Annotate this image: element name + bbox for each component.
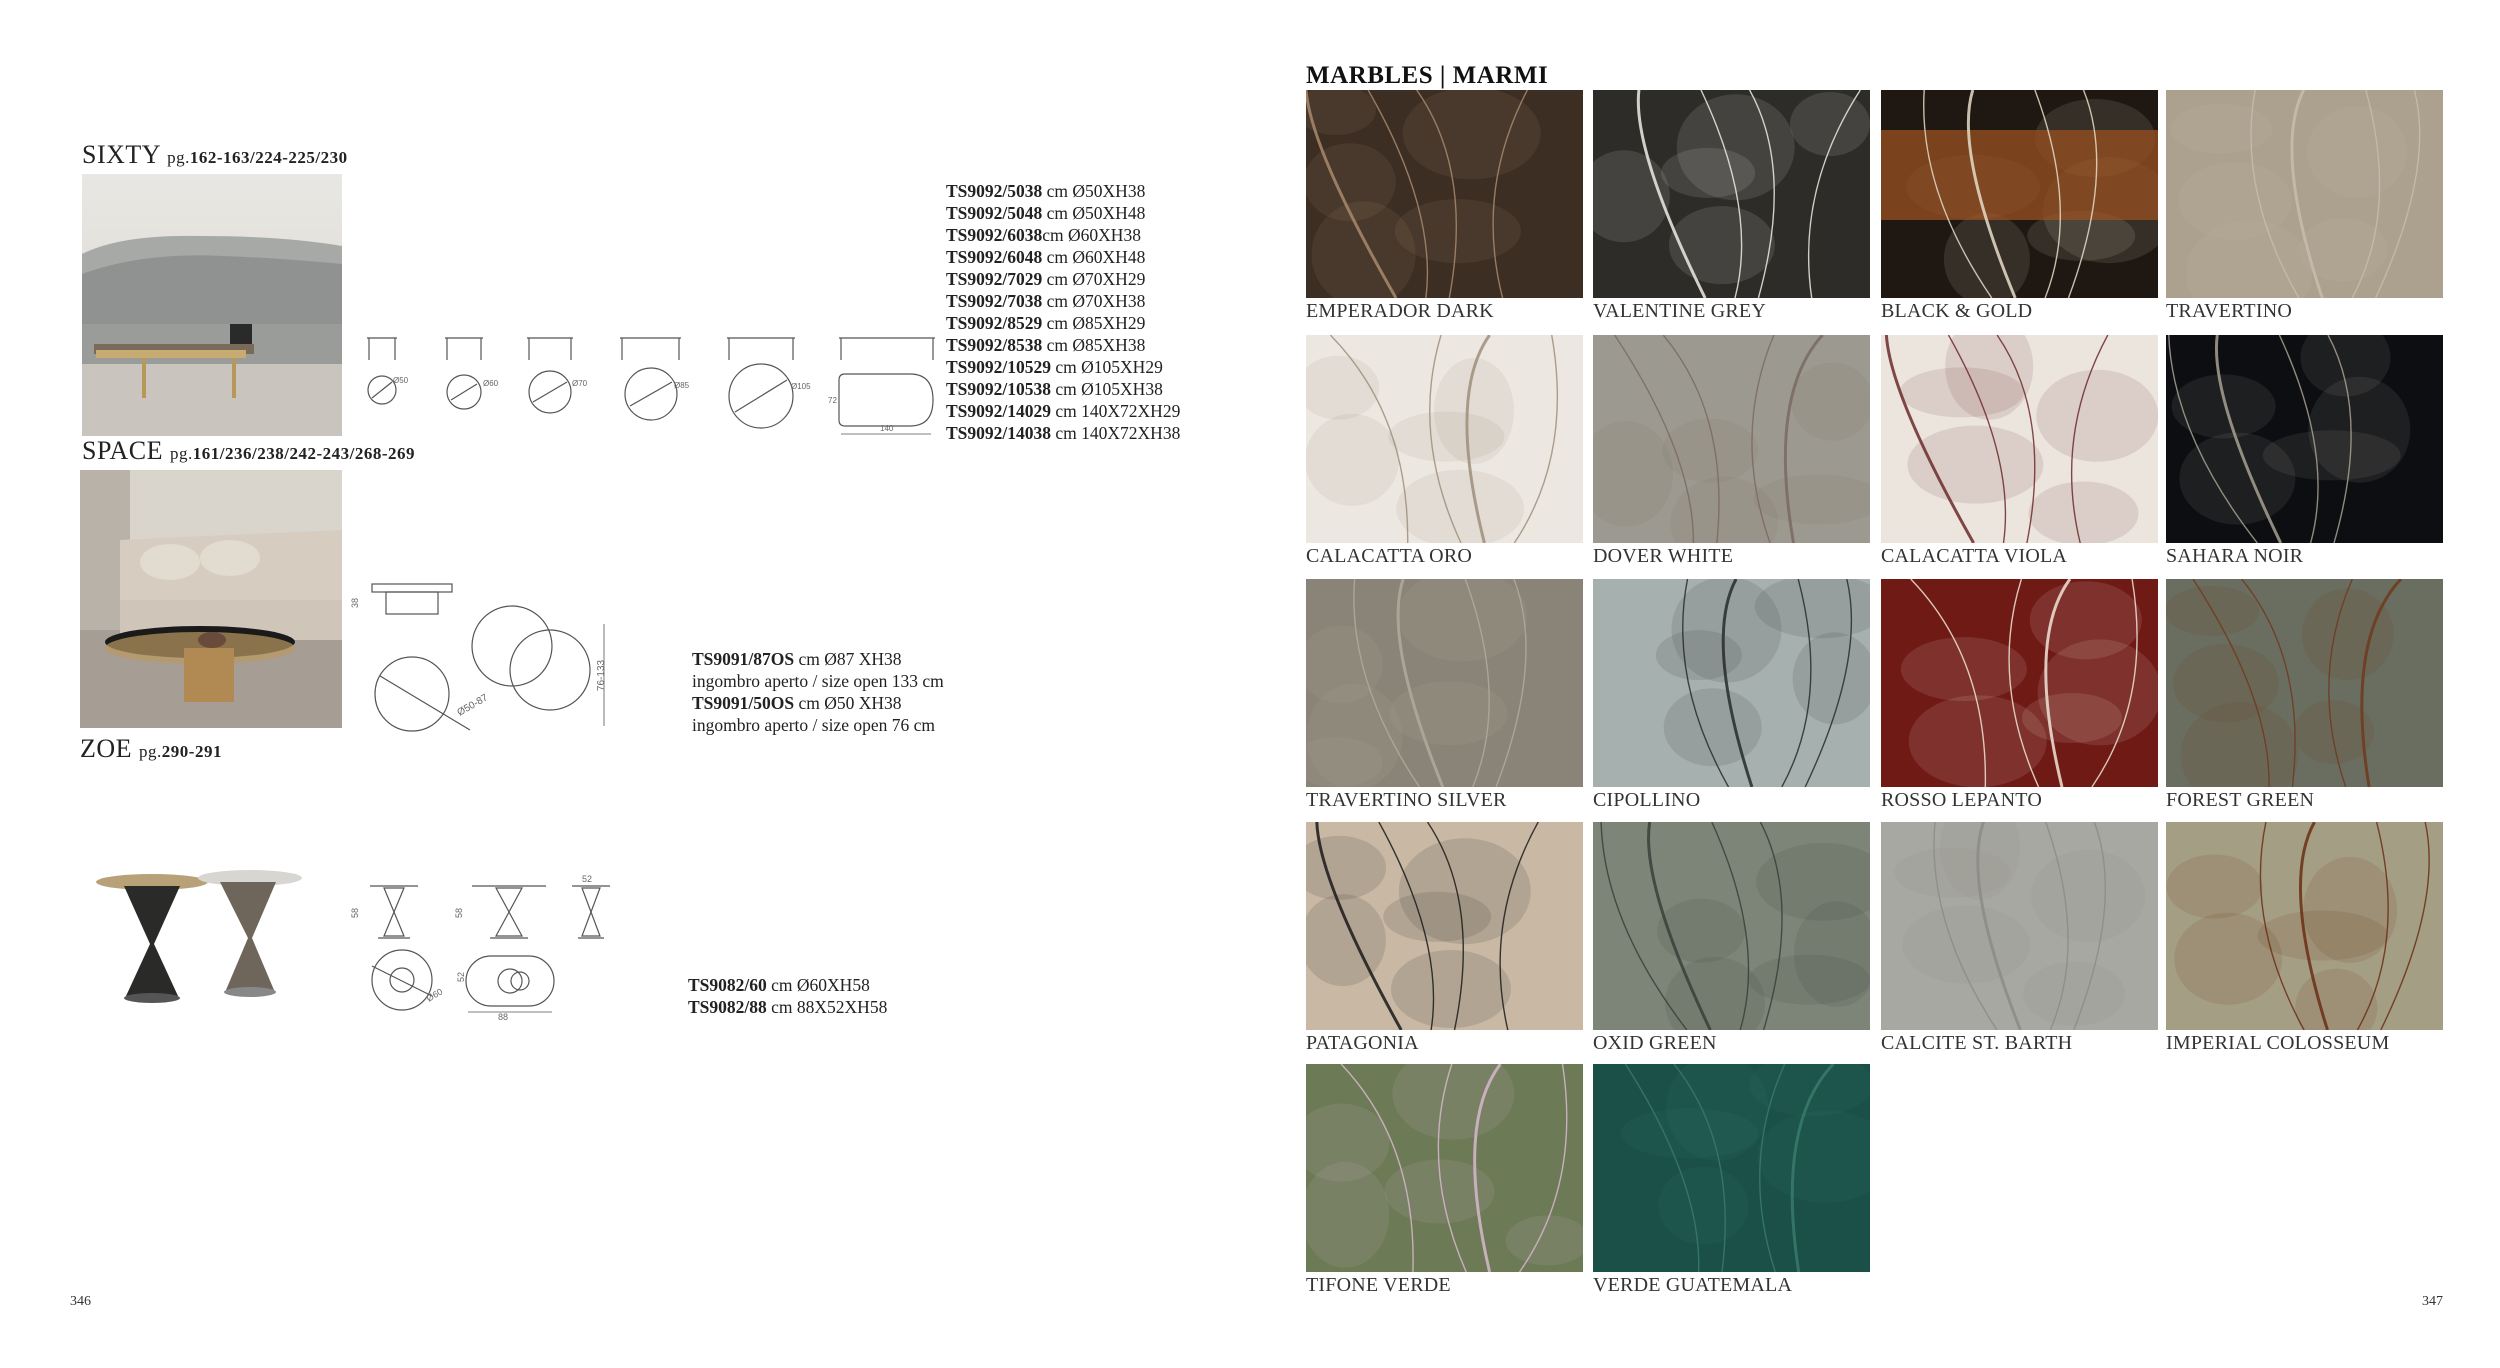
zoe-photo bbox=[80, 866, 320, 1011]
marble-name-label: VERDE GUATEMALA bbox=[1593, 1274, 1793, 1296]
spec-line: TS9082/88 cm 88X52XH58 bbox=[688, 997, 888, 1017]
product-name: SPACE bbox=[82, 436, 164, 465]
marble-swatch bbox=[1593, 90, 1870, 298]
elevation-85 bbox=[620, 338, 681, 360]
marble-name-label: IMPERIAL COLOSSEUM bbox=[2166, 1032, 2390, 1054]
dim-label: 140 bbox=[880, 424, 894, 433]
marble-swatch bbox=[2166, 822, 2443, 1030]
space-technical-drawings bbox=[360, 570, 630, 745]
spec-line: TS9092/6048 cm Ø60XH48 bbox=[946, 247, 1146, 267]
marble-name-label: TIFONE VERDE bbox=[1306, 1274, 1451, 1296]
product-name: SIXTY bbox=[82, 140, 161, 169]
spec-line: TS9092/14038 cm 140X72XH38 bbox=[946, 423, 1181, 443]
marble-name-label: DOVER WHITE bbox=[1593, 545, 1734, 567]
elevation-60 bbox=[445, 338, 483, 360]
marble-swatch bbox=[1306, 579, 1583, 787]
marble-name-label: CALACATTA VIOLA bbox=[1881, 545, 2068, 567]
spec-line: TS9092/7038 cm Ø70XH38 bbox=[946, 291, 1146, 311]
dim-label: 52 bbox=[582, 874, 593, 884]
dim-label: 52 bbox=[456, 971, 467, 983]
elevation-50 bbox=[367, 338, 397, 360]
spec-line: TS9091/87OS cm Ø87 XH38 bbox=[692, 649, 902, 669]
marble-name-label: EMPERADOR DARK bbox=[1306, 300, 1494, 322]
page-ref: pg.162-163/224-225/230 bbox=[167, 148, 348, 167]
dim-label: 76-133 bbox=[596, 659, 608, 692]
marble-name-label: CIPOLLINO bbox=[1593, 789, 1701, 811]
marble-name-label: ROSSO LEPANTO bbox=[1881, 789, 2042, 811]
spec-line: ingombro aperto / size open 133 cm bbox=[692, 671, 944, 691]
space-photo bbox=[80, 470, 342, 728]
spec-line: TS9092/8538 cm Ø85XH38 bbox=[946, 335, 1146, 355]
spec-line: TS9092/8529 cm Ø85XH29 bbox=[946, 313, 1146, 333]
product-name: ZOE bbox=[80, 734, 133, 763]
dim-label: Ø85 bbox=[674, 381, 690, 390]
product-title-sixty bbox=[82, 140, 348, 170]
marble-name-label: CALCITE ST. BARTH bbox=[1881, 1032, 2073, 1054]
spec-line: TS9092/5038 cm Ø50XH38 bbox=[946, 181, 1146, 201]
page-number-right: 347 bbox=[2422, 1294, 2443, 1309]
dim-label: Ø60 bbox=[424, 986, 445, 1004]
spec-line: TS9092/7029 cm Ø70XH29 bbox=[946, 269, 1146, 289]
marble-swatch bbox=[1593, 822, 1870, 1030]
marble-name-label: OXID GREEN bbox=[1593, 1032, 1717, 1054]
elevation-105 bbox=[727, 338, 795, 360]
spec-line: ingombro aperto / size open 76 cm bbox=[692, 715, 935, 735]
dim-label: Ø50-87 bbox=[455, 692, 490, 719]
marble-swatch bbox=[1593, 579, 1870, 787]
sixty-spec-list bbox=[946, 180, 1180, 444]
marble-swatch bbox=[1306, 90, 1583, 298]
spec-line: TS9092/10529 cm Ø105XH29 bbox=[946, 357, 1163, 377]
marble-swatch bbox=[1881, 822, 2158, 1030]
spec-line: TS9092/10538 cm Ø105XH38 bbox=[946, 379, 1163, 399]
marble-swatch bbox=[1881, 579, 2158, 787]
zoe-spec-list bbox=[688, 974, 887, 1018]
spec-line: TS9092/14029 cm 140X72XH29 bbox=[946, 401, 1181, 421]
page-number-left: 346 bbox=[70, 1294, 91, 1309]
marble-swatch bbox=[2166, 335, 2443, 543]
marble-swatch bbox=[2166, 579, 2443, 787]
page-ref: pg.290-291 bbox=[139, 742, 222, 761]
marble-swatch bbox=[1881, 335, 2158, 543]
marble-name-label: FOREST GREEN bbox=[2166, 789, 2315, 811]
product-title-zoe bbox=[80, 734, 222, 764]
marble-swatch bbox=[1306, 335, 1583, 543]
marble-name-label: CALACATTA ORO bbox=[1306, 545, 1473, 567]
marble-swatch bbox=[1306, 1064, 1583, 1272]
spec-line: TS9091/50OS cm Ø50 XH38 bbox=[692, 693, 902, 713]
dim-label: 88 bbox=[498, 1012, 509, 1022]
dim-label: 38 bbox=[350, 597, 361, 609]
marble-name-label: VALENTINE GREY bbox=[1593, 300, 1766, 322]
marble-swatch bbox=[2166, 90, 2443, 298]
dim-label: 58 bbox=[454, 907, 465, 919]
marble-name-label: TRAVERTINO SILVER bbox=[1306, 789, 1507, 811]
dim-label: Ø50 bbox=[393, 376, 409, 385]
spec-line: TS9092/6038cm Ø60XH38 bbox=[946, 225, 1141, 245]
marble-swatch bbox=[1593, 1064, 1870, 1272]
spec-line: TS9082/60 cm Ø60XH58 bbox=[688, 975, 870, 995]
product-title-space bbox=[82, 436, 415, 466]
dim-label: Ø70 bbox=[572, 379, 588, 388]
dim-label: 72 bbox=[828, 396, 837, 405]
marble-name-label: PATAGONIA bbox=[1306, 1032, 1419, 1054]
marble-name-label: SAHARA NOIR bbox=[2166, 545, 2304, 567]
space-spec-list bbox=[692, 648, 944, 736]
spec-line: TS9092/5048 cm Ø50XH48 bbox=[946, 203, 1146, 223]
marble-swatch bbox=[1306, 822, 1583, 1030]
marble-swatch bbox=[1881, 90, 2158, 298]
dim-label: Ø105 bbox=[791, 382, 811, 391]
marble-swatch bbox=[1593, 335, 1870, 543]
marble-name-label: TRAVERTINO bbox=[2166, 300, 2292, 322]
elevation-140 bbox=[839, 338, 935, 360]
dim-label: 58 bbox=[350, 907, 361, 919]
dim-label: Ø60 bbox=[483, 379, 499, 388]
elevation-70 bbox=[527, 338, 573, 360]
page-ref: pg.161/236/238/242-243/268-269 bbox=[170, 444, 416, 463]
zoe-technical-drawings bbox=[360, 876, 620, 1021]
marble-name-label: BLACK & GOLD bbox=[1881, 300, 2033, 322]
sixty-technical-drawings bbox=[355, 330, 935, 435]
marbles-heading: MARBLES | MARMI bbox=[1306, 62, 1549, 89]
sixty-photo bbox=[82, 174, 342, 436]
